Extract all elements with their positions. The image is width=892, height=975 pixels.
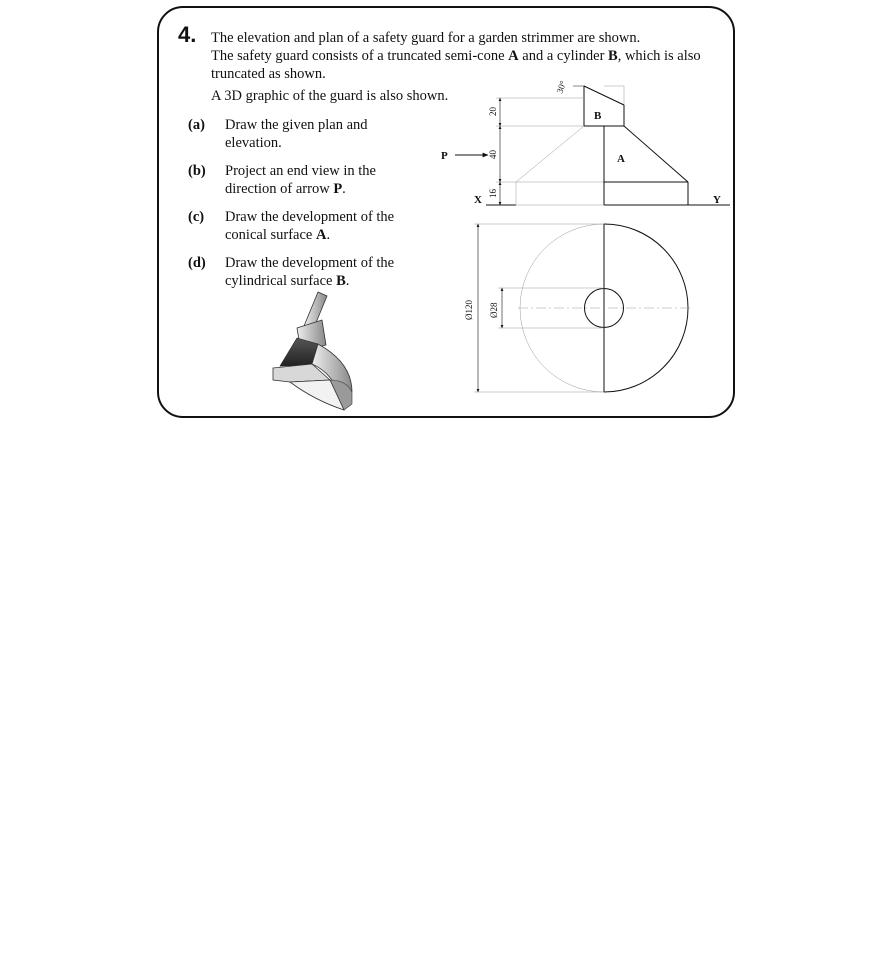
part-text: Draw the given plan and elevation. [225, 117, 368, 151]
dim-dia-120: Ø120 [464, 300, 474, 320]
dim-16: 16 [488, 189, 498, 198]
arrow-p-label: P [441, 150, 448, 162]
part-text: Draw the development of the cylindrical surface B. [225, 255, 395, 289]
part-label: (a) [188, 117, 205, 133]
dim-20: 20 [488, 107, 498, 116]
plan-view [474, 224, 692, 392]
part-text: Project an end view in the direction of arrow P. [225, 163, 376, 197]
part-label: (b) [188, 163, 206, 179]
question-number: 4. [178, 22, 197, 47]
label-a: A [617, 153, 625, 165]
angle-label: 30° [554, 79, 569, 95]
label-b: B [594, 110, 602, 122]
guard-3d-graphic [273, 292, 352, 410]
label-y: Y [713, 194, 721, 206]
intro-line-3: A 3D graphic of the guard is also shown. [211, 88, 449, 104]
elevation-view [455, 86, 730, 205]
part-label: (d) [188, 255, 206, 271]
intro-line-2: The safety guard consists of a truncated semi-cone A and a cylinder B, which is also truncated as shown. [211, 48, 701, 82]
part-text: Draw the development of the conical surface A. [225, 209, 395, 243]
dim-40: 40 [488, 150, 498, 159]
label-x: X [474, 194, 482, 206]
intro-line-1: The elevation and plan of a safety guard for a garden strimmer are shown. [211, 30, 641, 46]
part-label: (c) [188, 209, 205, 225]
dim-dia-28: Ø28 [489, 302, 499, 318]
